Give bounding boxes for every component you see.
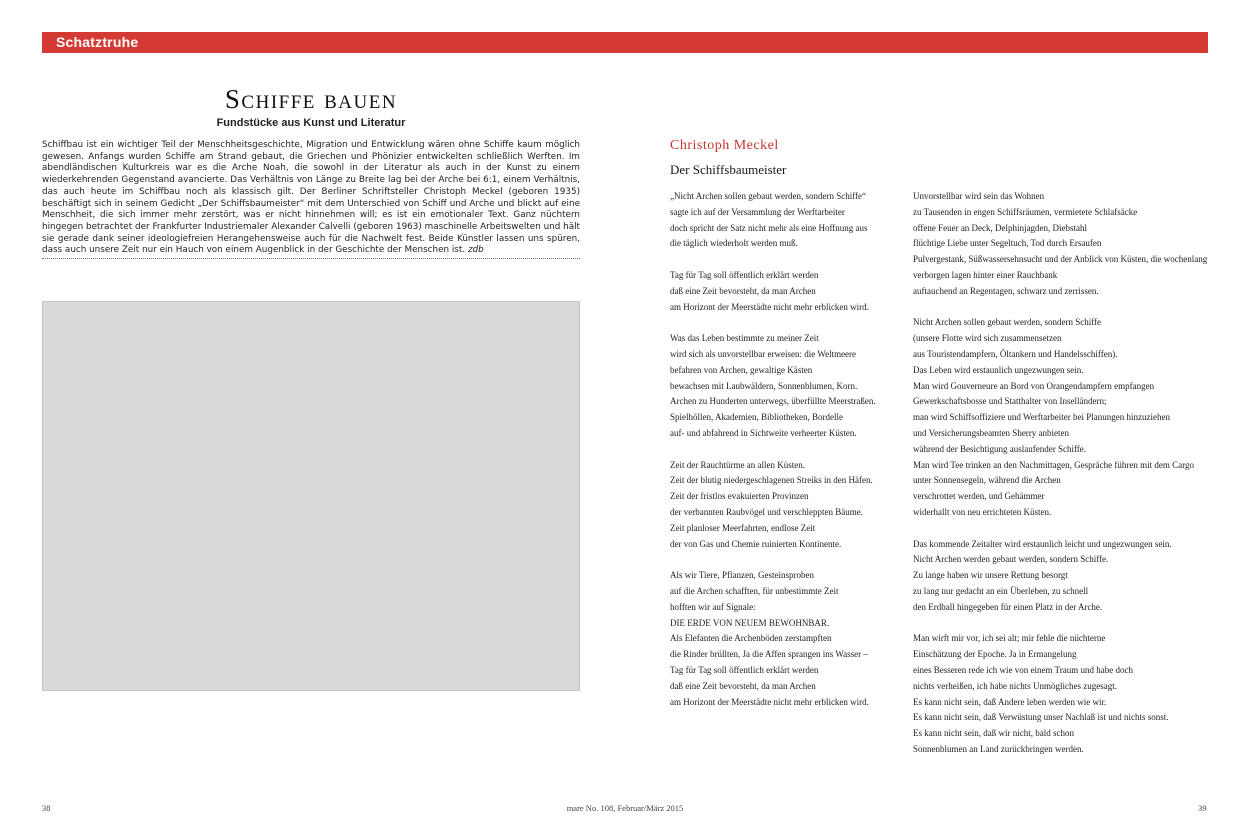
stanza-gap: [913, 300, 1225, 316]
poem-line: unter Sonnensegeln, während die Archen: [913, 475, 1061, 486]
stanza-gap: [670, 552, 900, 568]
poem-line: hofften wir auf Signale:: [670, 601, 756, 612]
poem-line: Tag für Tag soll öffentlich erklärt werden: [670, 269, 819, 280]
poem-line: Unvorstellbar wird sein das Wohnen: [913, 191, 1045, 201]
poem-line: nichts verheißen, ich habe nichts Unmögliches zugesagt.: [913, 680, 1117, 691]
intro-signature: zdb: [467, 245, 484, 256]
poem-line: auftauchend an Regentagen, schwarz und zerrissen.: [913, 285, 1099, 296]
poem-line: daß eine Zeit bevorsteht, da man Archen: [670, 680, 816, 691]
poem-line: Es kann nicht sein, daß Andere leben werden wie wir.: [913, 696, 1107, 707]
poem-line: Nicht Archen werden gebaut werden, sondern Schiffe.: [913, 554, 1109, 565]
poem-line: Als wir Tiere, Pflanzen, Gesteinsproben: [670, 570, 814, 581]
article-title: Schiffe bauen: [224, 84, 398, 114]
poem-line: Einschätzung der Epoche. Ja in Ermangelung: [913, 649, 1077, 660]
poem-line: Zeit der fristlos evakuierten Provinzen: [670, 491, 809, 502]
poem-line: (unsere Flotte wird sich zusammensetzen: [913, 333, 1062, 344]
poem-line: DIE ERDE VON NEUEM BEWOHNBAR.: [670, 617, 830, 628]
poem-author: Christoph Meckel: [670, 138, 779, 153]
poem-line: auf- und abfahrend in Sichtweite verheerter Küsten.: [670, 427, 857, 438]
poem-line: am Horizont der Meerstädte nicht mehr erblicken wird.: [670, 696, 869, 707]
poem-line: sagte ich auf der Versammlung der Werftarbeiter: [670, 206, 845, 217]
poem-line: Es kann nicht sein, daß wir nicht, bald schon: [913, 728, 1074, 739]
poem-line: der von Gas und Chemie ruinierten Kontinente.: [670, 538, 842, 549]
divider: [42, 258, 580, 259]
poem-line: Man wirft mir vor, ich sei alt; mir fehle die nüchterne: [913, 633, 1106, 644]
poem-line: Gewerkschaftsbosse und Statthalter von Inselländern;: [913, 396, 1107, 407]
poem-line: doch spricht der Satz nicht mehr als eine Hoffnung aus: [670, 222, 868, 233]
page-number-left: 38: [42, 803, 51, 813]
poem-title: Der Schiffsbaumeister: [670, 162, 787, 177]
poem-line: Archen zu Hunderten unterwegs, überfüllte Meerstraßen.: [670, 396, 876, 407]
poem-line: Man wird Gouverneure an Bord von Orangendampfern empfangen: [913, 380, 1155, 391]
stanza-gap: [913, 616, 1225, 632]
poem-line: eines Besseren rede ich wie von einem Traum und habe doch: [913, 664, 1133, 675]
poem-line: Sonnenblumen an Land zurückbringen werden.: [913, 743, 1084, 754]
article-intro: [42, 140, 580, 257]
poem-line: flüchtige Liebe unter Segeltuch, Tod durch Ersaufen: [913, 238, 1102, 249]
poem-line: Als Elefanten die Archenböden zerstampften: [670, 633, 832, 644]
magazine-footer: mare No. 108, Februar/März 2015: [566, 803, 684, 813]
artwork-image: [42, 301, 580, 691]
poem-line: Das Leben wird erstaunlich ungezwungen sein.: [913, 364, 1084, 375]
poem-line: am Horizont der Meerstädte nicht mehr erblicken wird.: [670, 301, 869, 312]
poem-line: auf die Archen schafften, für unbestimmte Zeit: [670, 585, 839, 596]
page-number-right: 39: [1198, 803, 1207, 813]
poem-line: bewachsen mit Laubwäldern, Sonnenblumen, Korn.: [670, 380, 858, 391]
section-label: Schatztruhe: [56, 34, 139, 50]
poem-line: Nicht Archen sollen gebaut werden, sondern Schiffe: [913, 317, 1102, 328]
poem-line: die Rinder brüllten, Ja die Affen sprangen ins Wasser –: [670, 649, 868, 660]
poem-line: der verbannten Raubvögel und verschleppten Bäume.: [670, 506, 863, 517]
poem-line: Es kann nicht sein, daß Verwüstung unser Nachlaß ist und nichts sonst.: [913, 712, 1169, 723]
poem-line: den Erdball hingegeben für einen Platz in der Arche.: [913, 601, 1103, 612]
stanza-gap: [913, 521, 1225, 537]
poem-line: befahren von Archen, gewaltige Kästen: [670, 364, 813, 375]
poem-line: Spielhöllen, Akademien, Bibliotheken, Bordelle: [670, 412, 843, 423]
poem-line: Pulvergestank, Süßwassersehnsucht und der Anblick von Küsten, die wochenlang: [913, 254, 1208, 265]
poem-line: offene Feuer an Deck, Delphinjagden, Diebstahl: [913, 222, 1088, 233]
poem-line: Man wird Tee trinken an den Nachmittagen, Gespräche führen mit dem Cargo: [913, 459, 1194, 470]
poem-line: widerhallt von neu errichteten Küsten.: [913, 506, 1052, 517]
poem-line: Zeit planloser Meerfahrten, endlose Zeit: [670, 522, 816, 533]
poem-line: die täglich wiederholt werden muß.: [670, 238, 798, 249]
poem-column-right: [913, 189, 1225, 758]
poem-line: Zeit der Rauchtürme an allen Küsten.: [670, 459, 805, 470]
article-subtitle: Fundstücke aus Kunst und Literatur: [216, 117, 406, 129]
poem-line: zu Tausenden in engen Schiffsräumen, vermietete Schlafsäcke: [913, 206, 1138, 217]
poem-line: aus Touristendampfern, Öltankern und Handelsschiffen).: [913, 348, 1118, 359]
poem-line: „Nicht Archen sollen gebaut werden, sondern Schiffe“: [670, 191, 867, 201]
poem-line: Das kommende Zeitalter wird erstaunlich leicht und ungezwungen sein.: [913, 538, 1172, 549]
poem-line: während der Besichtigung auslaufender Schiffe.: [913, 443, 1087, 454]
poem-line: Tag für Tag soll öffentlich erklärt werden: [670, 664, 819, 675]
poem-line: zu lang nur gedacht an ein Überleben, zu schnell: [913, 585, 1089, 596]
stanza-gap: [670, 252, 900, 268]
poem-line: und Versicherungsbeamten Sherry anbieten: [913, 427, 1070, 438]
poem-column-left: [670, 189, 900, 710]
poem-line: Was das Leben bestimmte zu meiner Zeit: [670, 333, 819, 344]
poem-line: wird sich als unvorstellbar erweisen: die Weltmeere: [670, 348, 857, 359]
poem-line: man wird Schiffsoffiziere und Werftarbeiter bei Planungen hinzuziehen: [913, 412, 1170, 423]
stanza-gap: [670, 315, 900, 331]
poem-line: Zu lange haben wir unsere Rettung besorgt: [913, 570, 1068, 581]
section-header-bar: [42, 32, 1208, 53]
poem-line: Zeit der blutig niedergeschlagenen Streiks in den Häfen.: [670, 475, 873, 486]
poem-line: verschrottet werden, und Gehämmer: [913, 491, 1045, 502]
intro-text: Schiffbau ist ein wichtiger Teil der Menschheitsgeschichte, Migration und Entwicklung wären ohne Schiffe kaum möglich gewesen. Anfangs wurden Schiffe am Strand gebaut, die Griechen und Phönizier entwickelten schließlich Werften. Im abendländischen Kulturkreis war es die Arche Noah, die sowohl in der Literatur als auch in der Kunst zu einem wiederkehrenden Gegenstand avancierte. Das Verhältnis von Länge zu Breite lag bei der Arche bei 6:1, einem Verhältnis, das auch heute im Schiffbau noch als klassisch gilt. Der Berliner Schriftsteller Christoph Meckel (geboren 1935) beschäftigt sich in seinem Gedicht „Der Schiffsbaumeister“ mit dem Unterschied von Schiff und Arche und blickt auf eine Menschheit, die sich immer mehr zerstört, was er nicht hinnehmen will; es ist ein emotionaler Text. Ganz nüchtern hingegen betrachtet der Frankfurter Industriemaler Alexander Calvelli (geboren 1963) maschinelle Arbeitswelten und hält sie gerade dank seiner ideologiefreien Herangehensweise auch für die Nachwelt fest. Beide Künstler lassen uns spüren, dass auch unsere Zeit nur ein Hauch von einem Augenblick in der Geschichte der Menschen ist.: [42, 140, 580, 256]
poem-line: verborgen lagen hinter einer Rauchbank: [913, 269, 1058, 280]
poem-line: daß eine Zeit bevorsteht, da man Archen: [670, 285, 816, 296]
stanza-gap: [670, 442, 900, 458]
